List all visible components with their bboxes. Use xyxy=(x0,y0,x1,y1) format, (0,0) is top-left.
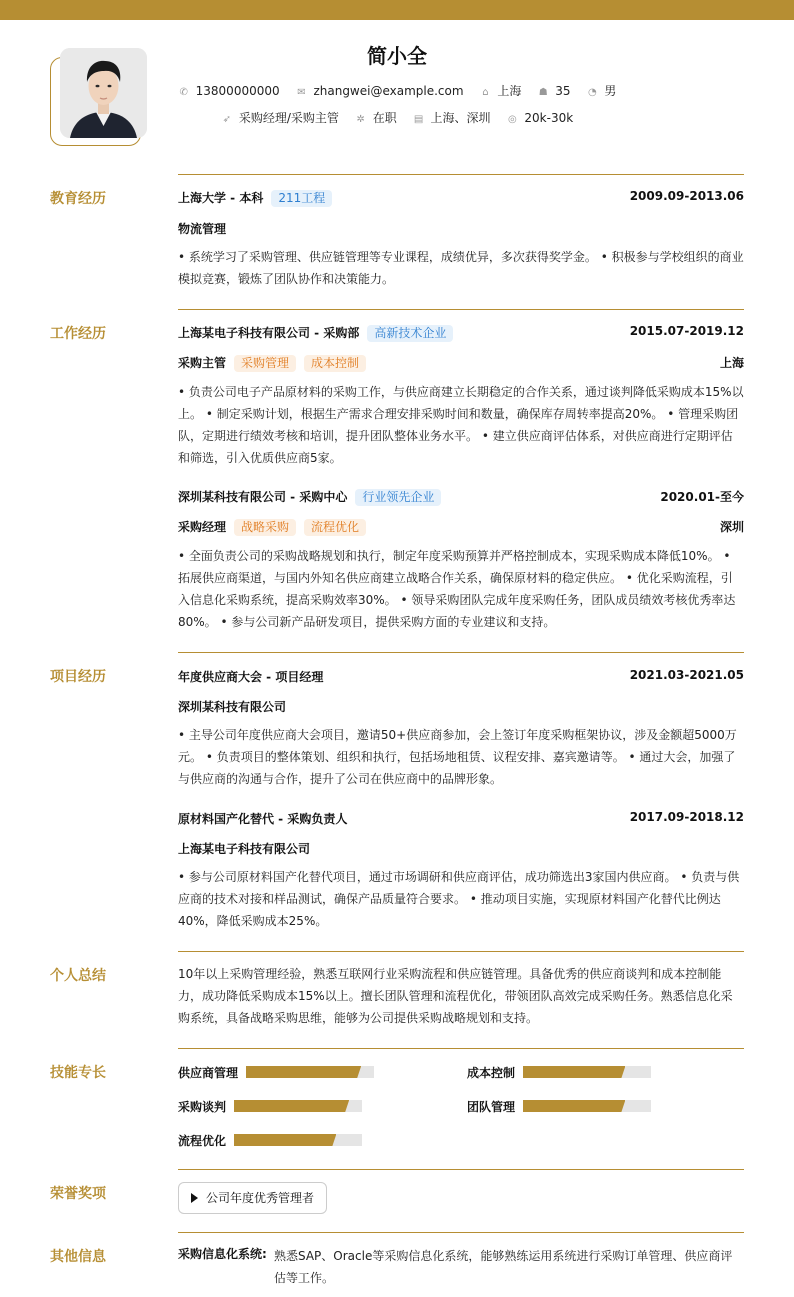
intent-status: ✲ 在职 xyxy=(356,111,397,125)
section-title-skills: 技能专长 xyxy=(50,1065,106,1081)
project-description: • 主导公司年度供应商大会项目，邀请50+供应商参加，会上签订年度采购框架协议，涉及金额超5000万元。 • 负责项目的整体策划、组织和执行，包括场地租赁、议程安排、嘉宾邀请等。 • 通过大会，加强了与供应商的沟通与合作，提升了公司在供应商中的品牌形象。 xyxy=(178,728,737,786)
contact-email: ✉ zhangwei@example.com xyxy=(297,84,464,98)
intent-position: ➶ 采购经理/采购主管 xyxy=(222,111,339,125)
skill-bar xyxy=(234,1134,362,1146)
skill-bar-fill xyxy=(523,1066,625,1078)
top-accent-bar xyxy=(0,0,794,20)
section-title-education: 教育经历 xyxy=(50,191,106,207)
section-title-project: 项目经历 xyxy=(50,669,106,685)
other-label: 采购信息化系统: xyxy=(178,1247,267,1261)
work-role: 采购主管 xyxy=(178,356,227,370)
age-icon: ☗ xyxy=(538,87,548,98)
project-org: 上海某电子科技有限公司 xyxy=(178,842,311,856)
education-school: 上海大学 - 本科 xyxy=(178,191,264,205)
skill-bar xyxy=(523,1066,651,1078)
skill-bar-fill xyxy=(523,1100,625,1112)
section-divider xyxy=(178,174,744,175)
project-org: 深圳某科技有限公司 xyxy=(178,700,287,714)
work-role-row xyxy=(178,354,744,372)
summary-text: 10年以上采购管理经验，熟悉互联网行业采购流程和供应链管理。具备优秀的供应商谈判和成本控制能力，成功降低采购成本15%以上。擅长团队管理和流程优化，带领团队高效完成采购任务。熟悉信息化采购系统，具备战略采购思维，能够为公司提供采购战略规划和支持。 xyxy=(178,967,733,1025)
section-divider xyxy=(178,951,744,952)
skill-name: 团队管理 xyxy=(467,1100,516,1114)
education-description: • 系统学习了采购管理、供应链管理等专业课程，成绩优异，多次获得奖学金。 • 积极参与学校组织的商业模拟竞赛，锻炼了团队协作和决策能力。 xyxy=(178,250,744,286)
skill-bar xyxy=(523,1100,651,1112)
work-company: 上海某电子科技有限公司 - 采购部 xyxy=(178,326,360,340)
section-divider xyxy=(178,309,744,310)
skill-bar-fill xyxy=(234,1134,336,1146)
intent-cities: ▤ 上海、深圳 xyxy=(413,111,491,125)
education-major: 物流管理 xyxy=(178,222,227,236)
work-description: • 负责公司电子产品原材料的采购工作，与供应商建立长期稳定的合作关系，通过谈判降低采购成本15%以上。 • 制定采购计划，根据生产需求合理安排采购时间和数量，确保库存周转率提高20%。 • 管理采购团队，定期进行绩效考核和培训，提升团队整体业务水平。 • 建立供应商评估体系，对供应商进行定期评估和筛选，引入优质供应商5家。 xyxy=(178,385,744,465)
work-city: 上海 xyxy=(719,356,744,370)
section-title-summary: 个人总结 xyxy=(50,968,106,984)
skill-name: 成本控制 xyxy=(467,1066,516,1080)
project-org-row xyxy=(178,698,744,716)
caret-right-icon xyxy=(191,1193,198,1203)
work-role-tag: 战略采购 xyxy=(234,519,296,536)
skill-bar-fill xyxy=(234,1100,349,1112)
education-date: 2009.09-2013.06 xyxy=(629,189,744,203)
section-divider xyxy=(178,1169,744,1170)
project-org-row xyxy=(178,840,744,858)
send-icon: ➶ xyxy=(222,114,232,125)
skill-name: 采购谈判 xyxy=(178,1100,227,1114)
skill-bar xyxy=(234,1100,362,1112)
home-icon: ⌂ xyxy=(482,87,489,98)
section-divider xyxy=(178,1232,744,1233)
skill-name: 流程优化 xyxy=(178,1134,227,1148)
award-item[interactable] xyxy=(178,1182,327,1214)
contact-city: ⌂ 上海 xyxy=(479,82,521,99)
project-title: 原材料国产化替代 - 采购负责人 xyxy=(178,812,348,826)
gender-icon: ◔ xyxy=(587,87,597,98)
project-date: 2017.09-2018.12 xyxy=(629,810,744,824)
work-role-tag: 采购管理 xyxy=(234,355,296,372)
skill-bar-fill xyxy=(246,1066,361,1078)
building-icon: ▤ xyxy=(413,114,424,125)
project-title: 年度供应商大会 - 项目经理 xyxy=(178,670,324,684)
salary-icon: ◎ xyxy=(508,114,517,125)
intent-salary: ◎ 20k-30k xyxy=(508,111,574,125)
education-tag: 211工程 xyxy=(271,190,332,207)
section-divider xyxy=(178,652,744,653)
award-label: 公司年度优秀管理者 xyxy=(206,1191,315,1205)
work-description: • 全面负责公司的采购战略规划和执行，制定年度采购预算并严格控制成本，实现采购成本降低10%。 • 拓展供应商渠道，与国内外知名供应商建立战略合作关系，确保原材料的稳定供应。 • 优化采购流程，引入信息化采购系统，提高采购效率30%。 • 领导采购团队完成年度采购任务，团队成员绩效考核优秀率达80%。 • 参与公司新产品研发项目，提供采购方面的专业建议和支持。 xyxy=(178,549,736,629)
section-divider xyxy=(178,1048,744,1049)
status-icon: ✲ xyxy=(356,114,365,125)
mail-icon: ✉ xyxy=(297,87,306,98)
contact-age: ☗ 35 xyxy=(538,84,571,98)
project-header xyxy=(178,810,744,828)
contact-phone: ✆ 13800000000 xyxy=(179,84,280,98)
intent-row xyxy=(0,109,794,126)
education-header xyxy=(178,189,744,207)
contact-row xyxy=(0,82,794,99)
work-company-tag: 高新技术企业 xyxy=(367,325,453,342)
other-text: 熟悉SAP、Oracle等采购信息化系统，能够熟练运用系统进行采购订单管理、供应商评估等工作。 xyxy=(274,1249,733,1285)
section-title-work: 工作经历 xyxy=(50,326,106,342)
work-date: 2020.01-至今 xyxy=(660,490,744,504)
contact-gender: ◔ 男 xyxy=(587,84,617,98)
skill-name: 供应商管理 xyxy=(178,1066,239,1080)
work-role-tag: 流程优化 xyxy=(304,519,366,536)
work-company-tag: 行业领先企业 xyxy=(355,489,441,506)
work-company: 深圳某科技有限公司 - 采购中心 xyxy=(178,490,348,504)
candidate-name: 简小全 xyxy=(367,44,427,68)
education-major-row xyxy=(178,220,744,238)
work-role: 采购经理 xyxy=(178,520,227,534)
work-city: 深圳 xyxy=(719,520,744,534)
work-role-row xyxy=(178,518,744,536)
skill-bar xyxy=(246,1066,374,1078)
work-role-tag: 成本控制 xyxy=(304,355,366,372)
work-date: 2015.07-2019.12 xyxy=(629,324,744,338)
work-header xyxy=(178,324,744,342)
phone-icon: ✆ xyxy=(179,87,188,98)
section-title-other: 其他信息 xyxy=(50,1249,106,1265)
project-header xyxy=(178,668,744,686)
project-date: 2021.03-2021.05 xyxy=(629,668,744,682)
project-description: • 参与公司原材料国产化替代项目，通过市场调研和供应商评估，成功筛选出3家国内供应商。 • 负责与供应商的技术对接和样品测试，确保产品质量符合要求。 • 推动项目实施，实现原材料国产化替代比例达40%，降低采购成本25%。 xyxy=(178,870,740,928)
section-title-awards: 荣誉奖项 xyxy=(50,1186,106,1202)
work-header xyxy=(178,488,744,506)
